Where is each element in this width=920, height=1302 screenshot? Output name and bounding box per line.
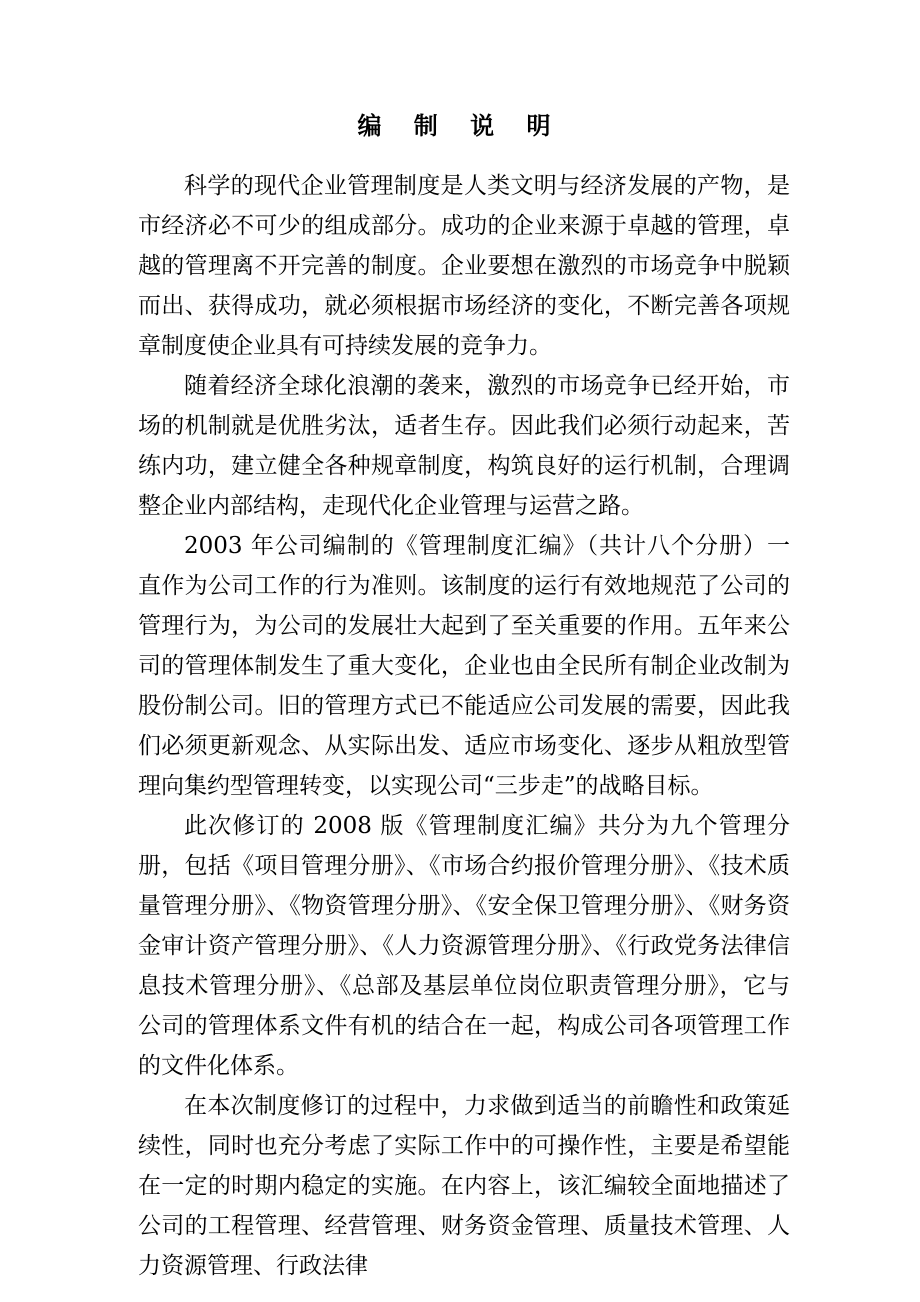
document-body: [138, 166, 790, 1286]
paragraph-revision-process: 在本次制度修订的过程中，力求做到适当的前瞻性和政策延续性，同时也充分考虑了实际工作中的可操作性，主要是希望能在一定的时期内稳定的实施。在内容上，该汇编较全面地描述了公司的工程管理、经营管理、财务资金管理、质量技术管理、人力资源管理、行政法律: [138, 1093, 790, 1279]
paragraph-intro: 科学的现代企业管理制度是人类文明与经济发展的产物，是市经济必不可少的组成部分。成功的企业来源于卓越的管理，卓越的管理离不开完善的制度。企业要想在激烈的市场竞争中脱颖而出、获得成功，就必须根据市场经济的变化，不断完善各项规章制度使企业具有可持续发展的竞争力。: [138, 173, 790, 359]
paragraph-2008-edition: 此次修订的 2008 版《管理制度汇编》共分为九个管理分册，包括《项目管理分册》、《市场合约报价管理分册》、《技术质量管理分册》、《物资管理分册》、《安全保卫管理分册》、《财务资金审计资产管理分册》、《人力资源管理分册》、《行政党务法律信息技术管理分册》、《总部及基层单位岗位职责管理分册》，它与公司的管理体系文件有机的结合在一起，构成公司各项管理工作的文件化体系。: [138, 813, 790, 1079]
paragraph-globalization: 随着经济全球化浪潮的袭来，激烈的市场竞争已经开始，市场的机制就是优胜劣汰，适者生存。因此我们必须行动起来，苦练内功，建立健全各种规章制度，构筑良好的运行机制，合理调整企业内部结构，走现代化企业管理与运营之路。: [138, 373, 790, 519]
page-title: 编 制 说 明: [357, 111, 563, 140]
paragraph-2003-edition: 2003 年公司编制的《管理制度汇编》（共计八个分册）一直作为公司工作的行为准则。该制度的运行有效地规范了公司的管理行为，为公司的发展壮大起到了至关重要的作用。五年来公司的管理体制发生了重大变化，企业也由全民所有制企业改制为股份制公司。旧的管理方式已不能适应公司发展的需要，因此我们必须更新观念、从实际出发、适应市场变化、逐步从粗放型管理向集约型管理转变，以实现公司“三步走”的战略目标。: [138, 533, 790, 799]
